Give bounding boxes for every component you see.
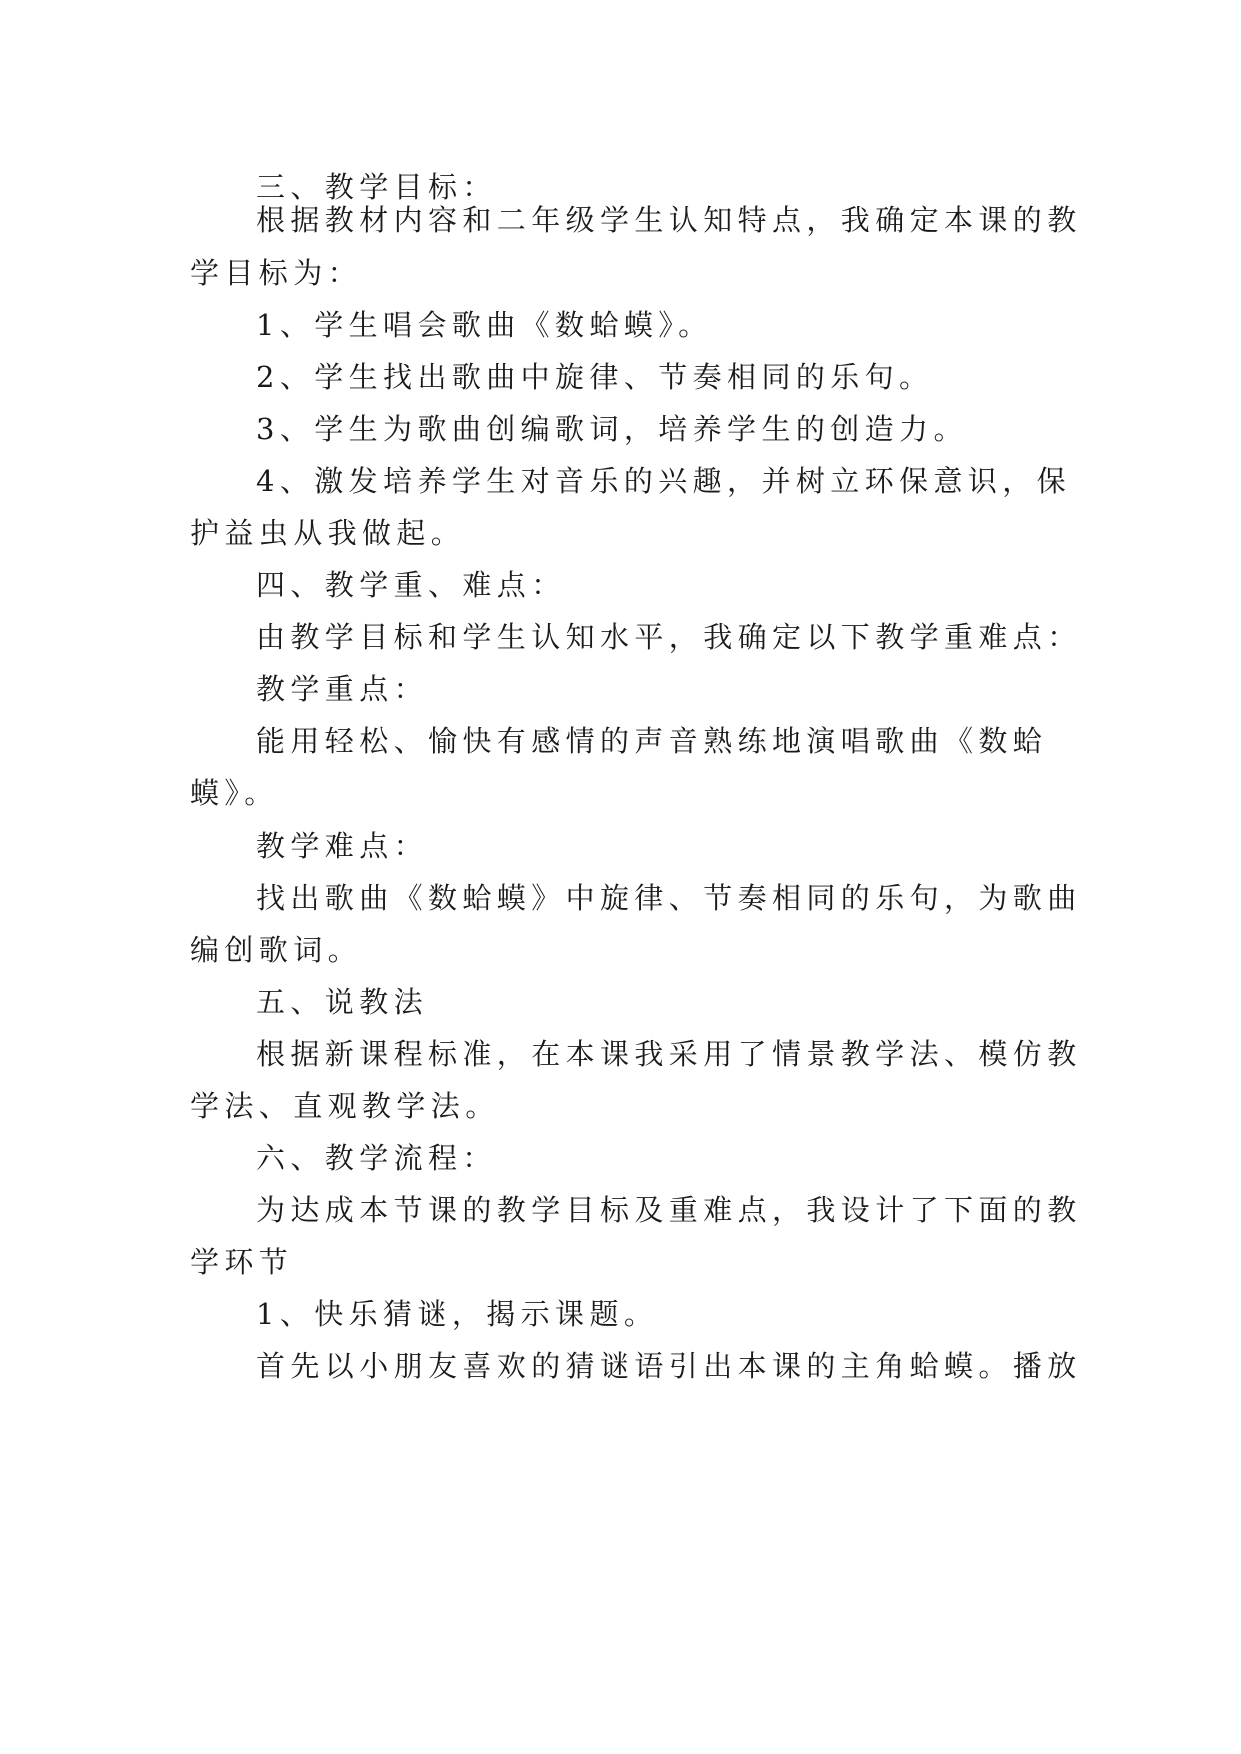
subheading-key-point: 教学重点：	[256, 672, 429, 706]
section-heading-process: 六、教学流程：	[256, 1141, 497, 1175]
paragraph-line: 由教学目标和学生认知水平，我确定以下教学重难点：	[256, 620, 1082, 654]
paragraph-line: 根据新课程标准，在本课我采用了情景教学法、模仿教	[256, 1037, 1082, 1071]
paragraph-line: 为达成本节课的教学目标及重难点，我设计了下面的教	[256, 1193, 1082, 1227]
list-item: 1、学生唱会歌曲《数蛤蟆》。	[256, 308, 713, 342]
section-heading-key-points: 四、教学重、难点：	[256, 568, 566, 602]
subheading-difficulty: 教学难点：	[256, 829, 429, 863]
paragraph-line: 学目标为：	[190, 256, 363, 290]
paragraph-line: 护益虫从我做起。	[190, 516, 466, 550]
paragraph-line: 根据教材内容和二年级学生认知特点，我确定本课的教	[256, 203, 1082, 237]
list-item: 4、激发培养学生对音乐的兴趣，并树立环保意识，保	[256, 464, 1072, 498]
list-item: 1、快乐猜谜，揭示课题。	[256, 1297, 659, 1331]
paragraph-line: 学环节	[190, 1245, 294, 1279]
section-heading-objectives: 三、教学目标：	[256, 170, 497, 204]
paragraph-line: 找出歌曲《数蛤蟆》中旋律、节奏相同的乐句，为歌曲	[256, 881, 1082, 915]
paragraph-line: 能用轻松、愉快有感情的声音熟练地演唱歌曲《数蛤	[256, 724, 1048, 758]
paragraph-line: 编创歌词。	[190, 933, 363, 967]
paragraph-line: 学法、直观教学法。	[190, 1089, 500, 1123]
section-heading-methods: 五、说教法	[256, 985, 429, 1019]
paragraph-line: 首先以小朋友喜欢的猜谜语引出本课的主角蛤蟆。播放	[256, 1349, 1082, 1383]
list-item: 3、学生为歌曲创编歌词，培养学生的创造力。	[256, 412, 968, 446]
list-item: 2、学生找出歌曲中旋律、节奏相同的乐句。	[256, 360, 934, 394]
paragraph-line: 蟆》。	[190, 776, 279, 810]
